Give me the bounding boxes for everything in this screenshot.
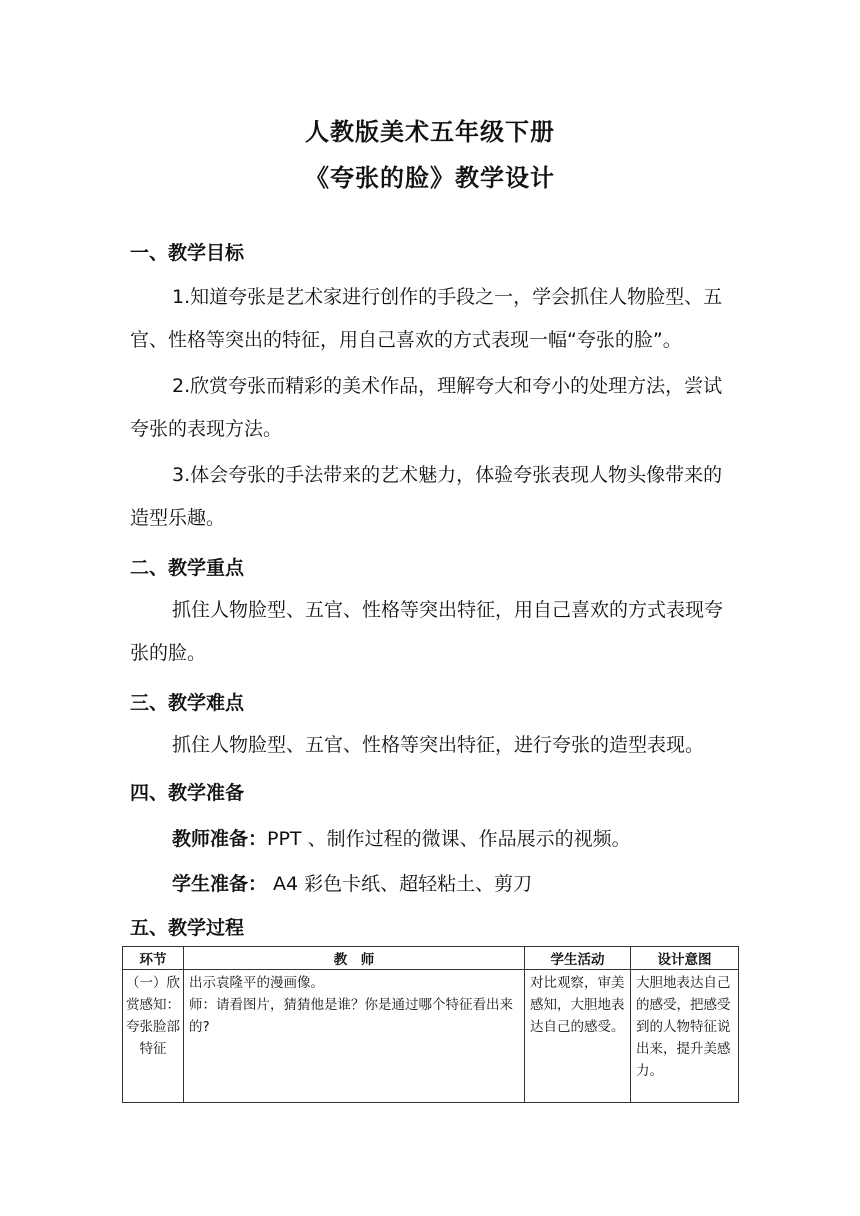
table-header-design-intent: 设计意图 <box>631 947 739 970</box>
teacher-cell-line-2: 师：请看图片，猜猜他是谁？你是通过哪个特征看出来的? <box>189 997 513 1035</box>
table-cell-stage: （一）欣赏感知：夸张脸部特征 <box>123 970 184 1103</box>
teacher-preparation-label: 教师准备： <box>172 828 268 850</box>
table-header-teacher: 教 师 <box>184 947 525 970</box>
document-title-line2: 《夸张的脸》教学设计 <box>305 164 555 192</box>
table-cell-student-activity: 对比观察，审美感知，大胆地表达自己的感受。 <box>525 970 631 1103</box>
table-row <box>123 970 739 1103</box>
section-heading-preparation: 四、教学准备 <box>130 782 245 804</box>
teaching-process-table <box>122 946 739 1103</box>
student-preparation-text: A4 彩色卡纸、超轻粘土、剪刀 <box>267 873 533 895</box>
section-heading-difficulties: 三、教学难点 <box>130 692 245 714</box>
student-preparation-line <box>172 869 532 896</box>
teacher-preparation-text: PPT 、制作过程的微课、作品展示的视频。 <box>267 828 631 850</box>
section-heading-objectives: 一、教学目标 <box>130 242 245 264</box>
teacher-cell-line-1: 出示袁隆平的漫画像。 <box>189 975 324 991</box>
key-points-paragraph: 抓住人物脸型、五官、性格等突出特征，用自己喜欢的方式表现夸张的脸。 <box>130 599 724 664</box>
objective-paragraph-2: 2.欣赏夸张而精彩的美术作品，理解夸大和夸小的处理方法，尝试夸张的表现方法。 <box>130 375 723 440</box>
table-header-row <box>123 947 739 970</box>
difficulties-paragraph: 抓住人物脸型、五官、性格等突出特征，进行夸张的造型表现。 <box>172 734 705 756</box>
table-header-stage: 环节 <box>123 947 184 970</box>
objective-paragraph-1: 1.知道夸张是艺术家进行创作的手段之一，学会抓住人物脸型、五官、性格等突出的特征，用自己喜欢的方式表现一幅“夸张的脸”。 <box>130 286 723 351</box>
teacher-preparation-line <box>172 824 631 851</box>
section-heading-key-points: 二、教学重点 <box>130 557 245 579</box>
table-cell-design-intent: 大胆地表达自己的感受，把感受到的人物特征说出来，提升美感力。 <box>631 970 739 1103</box>
student-preparation-label: 学生准备： <box>172 873 268 895</box>
table-cell-teacher <box>184 970 525 1103</box>
document-title-line1: 人教版美术五年级下册 <box>305 118 555 146</box>
table-header-student-activity: 学生活动 <box>525 947 631 970</box>
section-heading-process: 五、教学过程 <box>130 917 245 939</box>
objective-paragraph-3: 3.体会夸张的手法带来的艺术魅力，体验夸张表现人物头像带来的造型乐趣。 <box>130 464 723 529</box>
